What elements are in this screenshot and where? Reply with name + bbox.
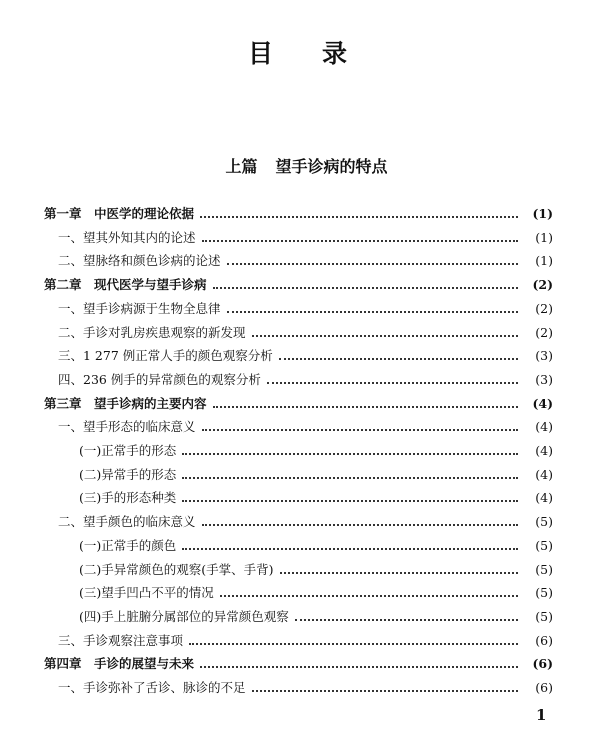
toc-leader-dots <box>227 309 518 313</box>
toc-leader-dots <box>182 451 518 455</box>
toc-leader-dots <box>227 261 518 265</box>
toc-entry-row <box>0 630 613 652</box>
toc-leader-dots <box>252 688 518 692</box>
toc-entry-row <box>0 677 613 699</box>
page-number: 1 <box>536 706 547 724</box>
toc-leader-dots <box>213 285 518 289</box>
toc-entry-text: 第四章 手诊的展望与未来 <box>44 656 195 672</box>
toc-page-ref: (5) <box>535 561 553 577</box>
toc-chapter-row <box>0 393 613 415</box>
toc-leader-dots <box>182 498 518 502</box>
toc-page-ref: (3) <box>535 371 553 387</box>
toc-entry-text: 四、236 例手的异常颜色的观察分析 <box>58 371 261 387</box>
toc-page-ref: (2) <box>532 277 553 293</box>
toc-entry-text: (一)正常手的形态 <box>79 443 177 458</box>
toc-chapter-row <box>0 274 613 296</box>
toc-entry-row <box>0 582 613 604</box>
toc-page-ref: (4) <box>532 395 553 411</box>
toc-page-ref: (1) <box>535 229 553 245</box>
toc-leader-dots <box>202 238 518 242</box>
toc-page-ref: (4) <box>535 419 553 435</box>
toc-page-ref: (2) <box>535 324 553 340</box>
toc-page-ref: (5) <box>535 537 553 553</box>
toc-entry-row <box>0 487 613 509</box>
toc-leader-dots <box>267 380 518 384</box>
title-char-1: 目 <box>248 39 274 68</box>
toc-entry-text: 二、望手颜色的临床意义 <box>58 514 196 530</box>
toc-leader-dots <box>279 356 518 360</box>
toc-page-ref: (4) <box>535 466 553 482</box>
toc-leader-dots <box>200 664 518 668</box>
toc-entry-text: (一)正常手的颜色 <box>79 537 177 553</box>
toc-page-ref: (6) <box>535 632 553 648</box>
toc-leader-dots <box>202 522 518 526</box>
toc-entry-row <box>0 535 613 557</box>
section-heading <box>0 154 613 177</box>
toc-entry-text: 三、手诊观察注意事项 <box>58 632 184 648</box>
toc-entry-text: (三)手的形态种类 <box>79 490 177 506</box>
toc-entry-row <box>0 369 613 391</box>
toc-entry-text: 一、望手诊病源于生物全息律 <box>58 300 221 316</box>
toc-entry-text: 一、望其外知其内的论述 <box>58 229 196 245</box>
toc-chapter-row <box>0 653 613 675</box>
toc-entry-row <box>0 416 613 438</box>
toc-entry-text: (四)手上脏腑分属部位的异常颜色观察 <box>79 608 289 624</box>
toc-page-ref: (4) <box>535 443 553 458</box>
toc-entry-row <box>0 440 613 462</box>
toc-entry-text: (二)手异常颜色的观察(手掌、手背) <box>79 561 274 577</box>
toc-page-ref: (3) <box>535 348 553 364</box>
toc-entry-text: 一、望手形态的临床意义 <box>58 419 196 435</box>
toc-entry-text: 一、手诊弥补了舌诊、脉诊的不足 <box>58 680 246 695</box>
section-name: 望手诊病的特点 <box>275 157 388 176</box>
toc-entry-text: 三、1 277 例正常人手的颜色观察分析 <box>58 348 273 364</box>
toc-entry-text: 第二章 现代医学与望手诊病 <box>44 277 207 293</box>
toc-entry-text: 第一章 中医学的理论依据 <box>44 206 195 221</box>
toc-entry-text: 第三章 望手诊病的主要内容 <box>44 395 207 411</box>
toc-page-ref: (6) <box>532 656 553 672</box>
toc-leader-dots <box>252 333 518 337</box>
title-char-2: 录 <box>322 39 348 68</box>
toc-leader-dots <box>189 641 518 645</box>
toc-page-ref: (6) <box>535 680 553 695</box>
toc-entry-text: 二、手诊对乳房疾患观察的新发现 <box>58 324 246 340</box>
toc-entry-row <box>0 559 613 581</box>
toc-leader-dots <box>202 427 518 431</box>
toc-page-ref: (1) <box>532 206 553 221</box>
toc-chapter-row <box>0 203 613 225</box>
section-label: 上篇 <box>225 157 258 176</box>
toc-page-ref: (1) <box>535 253 553 269</box>
toc-entry-row <box>0 511 613 533</box>
toc-page-ref: (5) <box>535 608 553 624</box>
page-title <box>0 34 613 70</box>
toc-page-ref: (5) <box>535 585 553 601</box>
toc-entry-text: (二)异常手的形态 <box>79 466 177 482</box>
toc-entry-row <box>0 227 613 249</box>
toc-entry-row <box>0 606 613 628</box>
toc-leader-dots <box>182 475 518 479</box>
toc-page-ref: (2) <box>535 300 553 316</box>
toc-leader-dots <box>182 546 518 550</box>
toc-entry-row <box>0 345 613 367</box>
toc-entry-row <box>0 322 613 344</box>
toc-leader-dots <box>295 617 518 621</box>
toc-entry-row <box>0 464 613 486</box>
toc-leader-dots <box>200 214 518 218</box>
toc-page-ref: (4) <box>535 490 553 506</box>
toc-entry-row <box>0 298 613 320</box>
toc-entry-text: 二、望脉络和颜色诊病的论述 <box>58 253 221 269</box>
toc-leader-dots <box>220 593 518 597</box>
toc-entry-text: (三)望手凹凸不平的情况 <box>79 585 214 601</box>
toc-leader-dots <box>213 404 518 408</box>
toc-leader-dots <box>280 570 518 574</box>
toc-entry-row <box>0 250 613 272</box>
toc-page-ref: (5) <box>535 514 553 530</box>
